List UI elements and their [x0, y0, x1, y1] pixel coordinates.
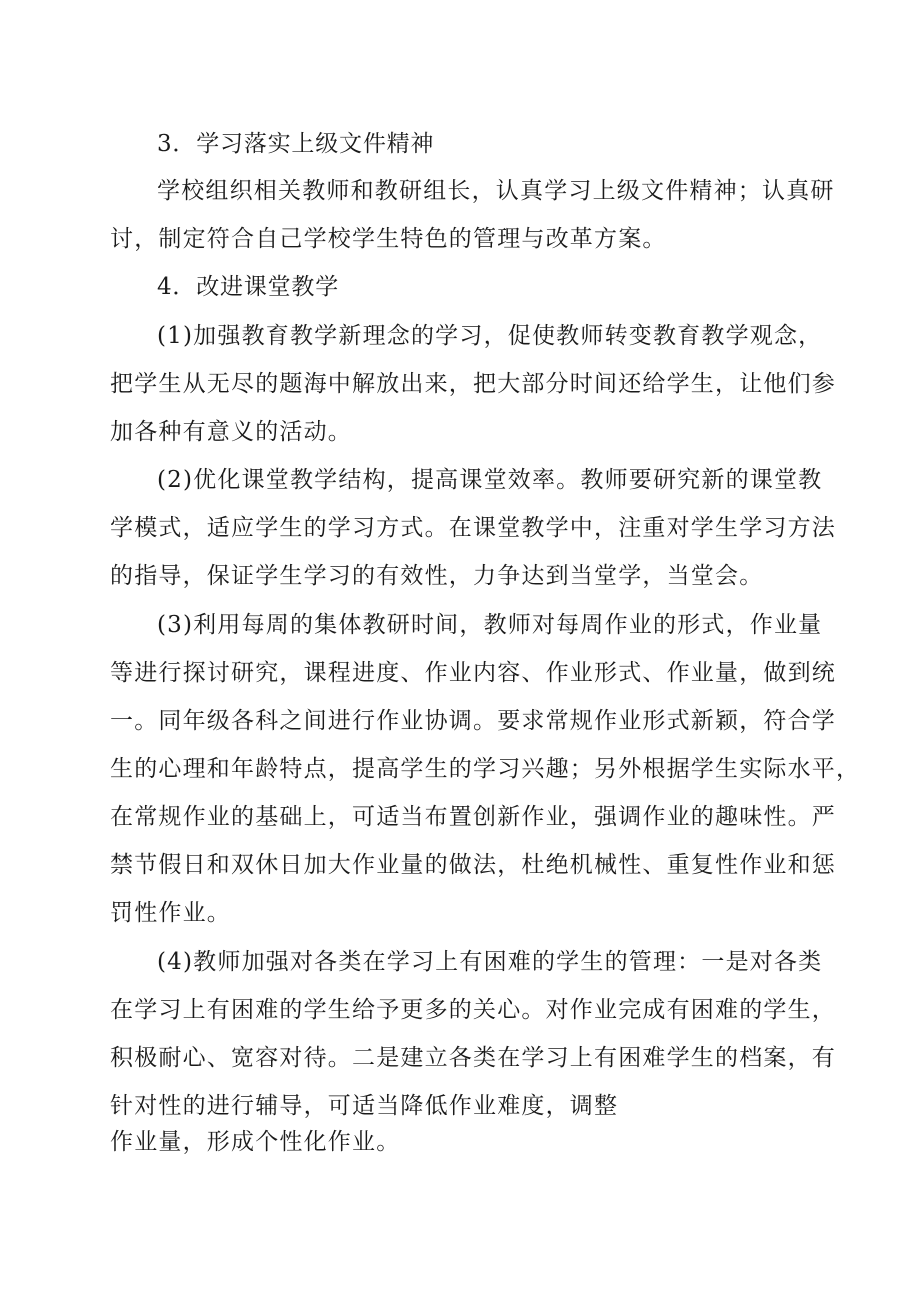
- item-4-line: (4)教师加强对各类在学习上有困难的学生的管理：一是对各类: [157, 949, 823, 975]
- section-3-paragraph-line: 讨，制定符合自己学校学生特色的管理与改革方案。: [110, 226, 667, 252]
- section-4-heading: 4．改进课堂教学: [157, 274, 340, 300]
- item-1-line: 加各种有意义的活动。: [110, 419, 352, 445]
- item-2-line: 的指导，保证学生学习的有效性，力争达到当堂学，当堂会。: [110, 563, 764, 589]
- section-3-paragraph-line: 学校组织相关教师和教研组长，认真学习上级文件精神；认真研: [157, 178, 835, 204]
- item-4-line: 针对性的进行辅导，可适当降低作业难度，调整: [110, 1093, 619, 1119]
- item-3-line: 罚性作业。: [110, 900, 231, 926]
- item-2-line: 学模式，适应学生的学习方式。在课堂教学中，注重对学生学习方法: [110, 515, 836, 541]
- item-1-line: (1)加强教育教学新理念的学习，促使教师转变教育教学观念，: [157, 323, 823, 349]
- item-4-line: 积极耐心、宽容对待。二是建立各类在学习上有困难学生的档案，有: [110, 1045, 836, 1071]
- item-3-line: 禁节假日和双休日加大作业量的做法，杜绝机械性、重复性作业和惩: [110, 852, 836, 878]
- item-3-line: 生的心理和年龄特点，提高学生的学习兴趣；另外根据学生实际水平，: [110, 756, 861, 782]
- item-3-line: 一。同年级各科之间进行作业协调。要求常规作业形式新颖，符合学: [110, 708, 836, 734]
- item-2-line: (2)优化课堂教学结构，提高课堂效率。教师要研究新的课堂教: [157, 467, 823, 493]
- item-3-line: 在常规作业的基础上，可适当布置创新作业，强调作业的趣味性。严: [110, 804, 836, 830]
- item-1-line: 把学生从无尽的题海中解放出来，把大部分时间还给学生，让他们参: [110, 371, 836, 397]
- item-3-line: (3)利用每周的集体教研时间，教师对每周作业的形式，作业量: [157, 612, 823, 638]
- item-4-line: 作业量，形成个性化作业。: [110, 1129, 401, 1155]
- section-3-heading: 3．学习落实上级文件精神: [157, 131, 435, 157]
- item-3-line: 等进行探讨研究，课程进度、作业内容、作业形式、作业量，做到统: [110, 660, 836, 686]
- item-4-line: 在学习上有困难的学生给予更多的关心。对作业完成有困难的学生，: [110, 997, 836, 1023]
